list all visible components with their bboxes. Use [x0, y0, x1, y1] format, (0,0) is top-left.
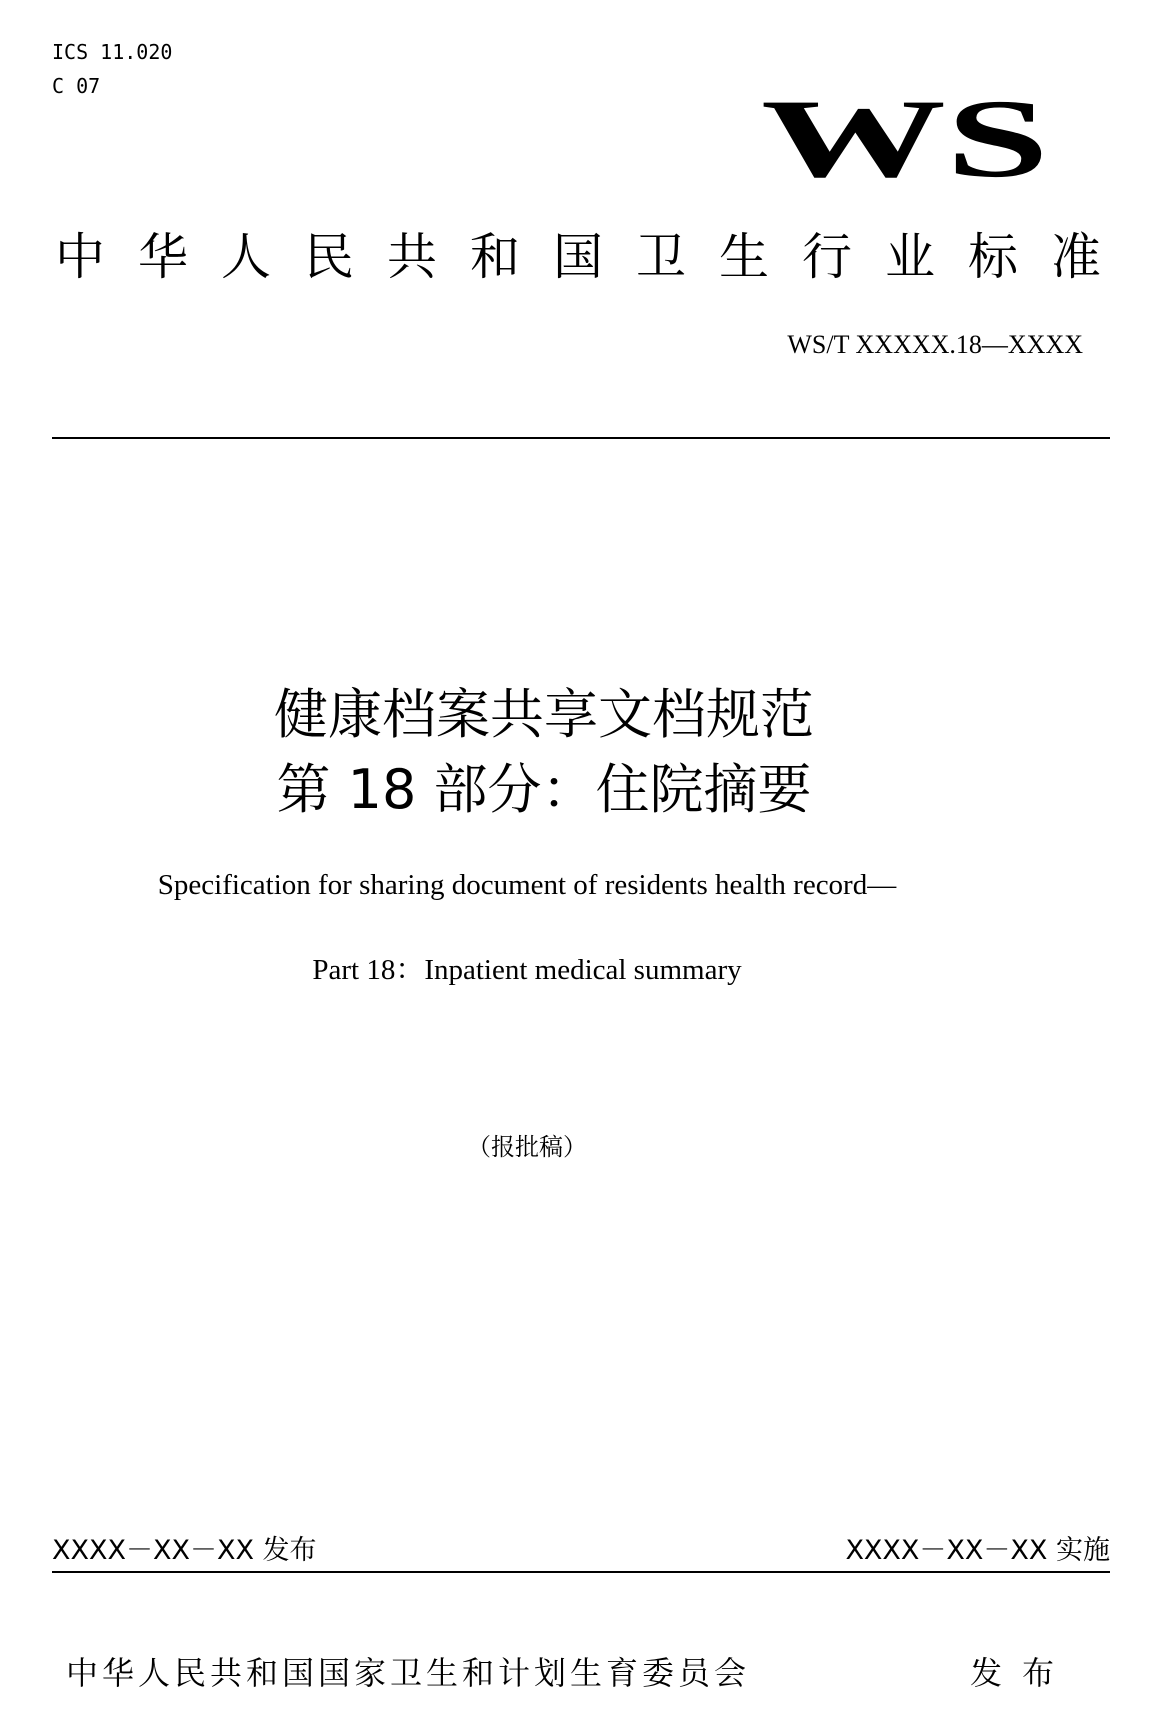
- english-title-line-2: Part 18：Inpatient medical summary: [312, 954, 742, 986]
- draft-status: （报批稿）: [467, 1133, 587, 1161]
- implementation-date: XXXX－XX－XX 实施: [845, 1535, 1110, 1566]
- issue-date: XXXX－XX－XX 发布: [52, 1535, 317, 1566]
- top-divider: [52, 437, 1110, 439]
- chinese-title-line-1: 健康档案共享文档规范: [274, 683, 814, 746]
- ws-logo-text: WS: [761, 77, 1049, 201]
- standard-number: WS/T XXXXX.18—XXXX: [787, 330, 1083, 359]
- publisher-name: 中华人民共和国国家卫生和计划生育委员会: [66, 1654, 751, 1692]
- publish-label: 发布: [970, 1654, 1075, 1692]
- classification-code: C 07: [52, 74, 101, 98]
- english-title-line-1: Specification for sharing document of residents health record—: [157, 869, 897, 901]
- issuing-body-title: 中华人民共和国卫生行业标准: [55, 228, 1134, 286]
- ics-code: ICS 11.020: [52, 40, 173, 64]
- bottom-divider: [52, 1571, 1110, 1573]
- chinese-title-line-2: 第 18 部分：住院摘要: [276, 758, 812, 821]
- ws-logo: [760, 77, 1050, 201]
